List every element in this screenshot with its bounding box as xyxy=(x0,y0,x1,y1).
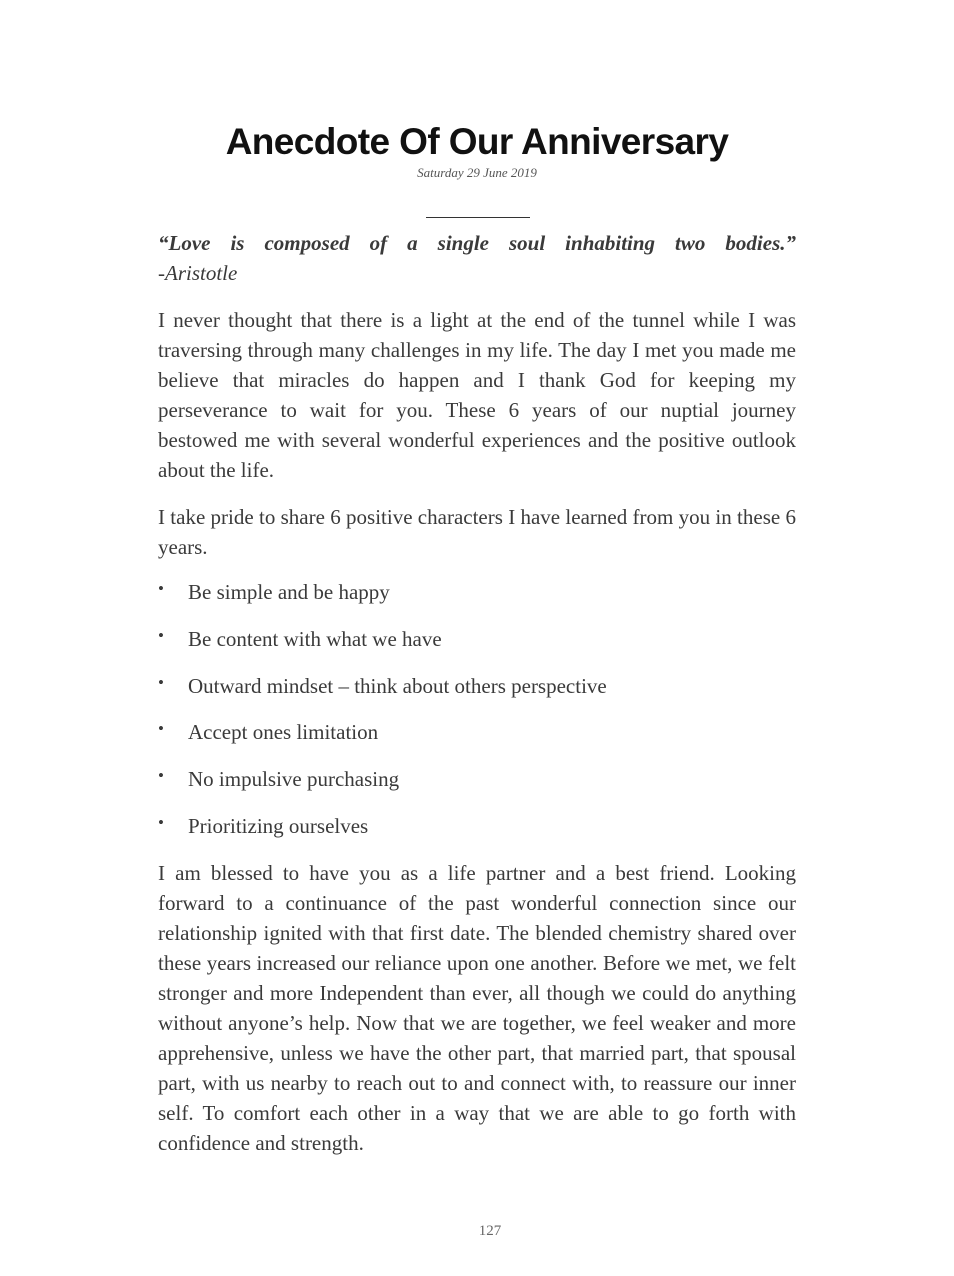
list-item-text: Be content with what we have xyxy=(188,626,442,651)
bullet-icon: • xyxy=(158,719,164,739)
title-divider xyxy=(426,217,530,218)
list-item-text: Outward mindset – think about others perspective xyxy=(188,673,607,698)
list-item xyxy=(158,576,796,623)
list-item xyxy=(158,810,796,857)
paragraph-closing: I am blessed to have you as a life partner and a best friend. Looking forward to a continuance of the past wonderful connection since our relationship ignited with that first date. The blended chemistry shared over these years increased our reliance upon one another. Before we met, we felt stronger and more Independent than ever, all though we could do anything without anyone’s help. Now that we are together, we feel weaker and more apprehensive, unless we have the other part, that married part, that spousal part, with us nearby to reach out to and connect with, to reassure our inner self. To comfort each other in a way that we are able to go forth with confidence and strength. xyxy=(158,861,796,1155)
list-item-text: No impulsive purchasing xyxy=(188,767,400,792)
bullet-icon: • xyxy=(158,579,164,598)
bullet-icon: • xyxy=(158,766,164,786)
bullet-icon: • xyxy=(158,625,164,645)
list-item xyxy=(158,716,796,763)
page-number: 127 xyxy=(478,1223,502,1239)
list-item-text: Accept ones limitation xyxy=(188,720,379,745)
epigraph-quote xyxy=(158,228,796,288)
document-page xyxy=(158,0,796,1276)
paragraph-intro: I never thought that there is a light at the end of the tunnel while I was traversing through many challenges in my life. The day I met you made me believe that miracles do happen and I thank God for keeping my perseverance to wait for you. These 6 years of our nuptial journey bestowed me with several wonderful experiences and the positive outlook about the life. xyxy=(158,308,796,482)
list-item-text: Prioritizing ourselves xyxy=(188,813,369,838)
list-item xyxy=(158,763,796,810)
bullet-icon: • xyxy=(158,672,164,692)
list-item xyxy=(158,623,796,670)
post-date: Saturday 29 June 2019 xyxy=(417,165,537,180)
quote-author: -Aristotle xyxy=(158,261,238,285)
list-item xyxy=(158,670,796,717)
bullet-icon: • xyxy=(158,812,164,832)
paragraph-list-intro: I take pride to share 6 positive characters I have learned from you in these 6 years. xyxy=(158,505,796,559)
page-title: Anecdote Of Our Anniversary xyxy=(225,121,729,162)
list-item-text: Be simple and be happy xyxy=(188,580,390,604)
characters-list xyxy=(158,576,796,857)
quote-text: “Love is composed of a single soul inhabiting two bodies.” xyxy=(158,231,796,255)
